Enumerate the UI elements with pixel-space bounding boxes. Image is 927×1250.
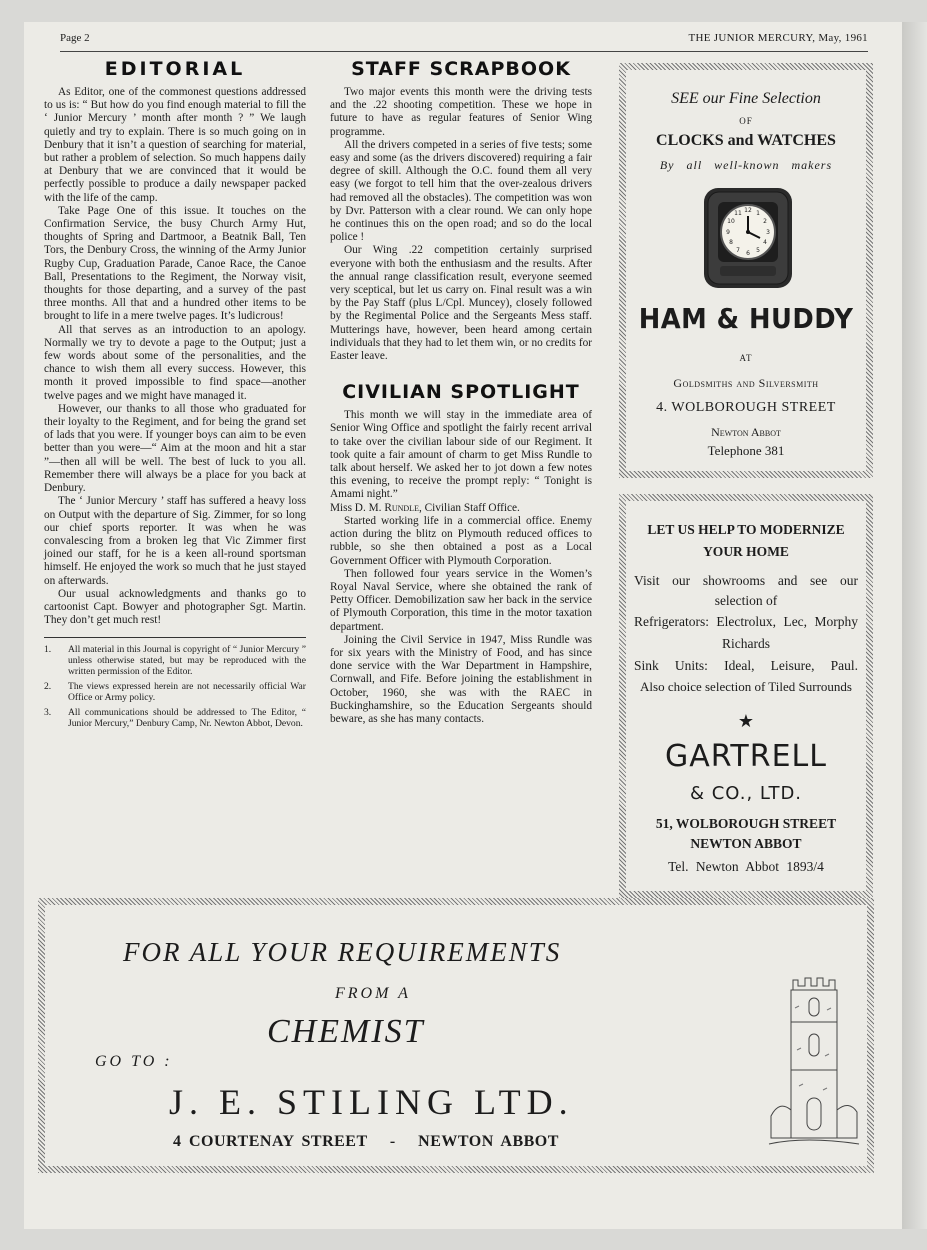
editorial-notes xyxy=(44,644,306,729)
ad-go-to: GO TO : xyxy=(95,1053,173,1070)
byline-suffix: , Civilian Staff Office. xyxy=(418,501,520,514)
ad-makers: By all well-known makers xyxy=(659,158,833,172)
spotlight-paragraph: Started working life in a commercial office. Enemy action during the blitz on Plymouth reduced offices to rubble, so she then obtained a post as a Local Government Officer with Plymouth Corporation. xyxy=(330,514,592,567)
travel-clock-icon xyxy=(702,186,794,290)
ad-trade: Goldsmiths and Silversmith xyxy=(673,376,819,390)
ad-chemist-word: CHEMIST xyxy=(267,1013,425,1050)
page-number: Page 2 xyxy=(60,32,90,44)
ad-tiled-surrounds: Also choice selection of Tiled Surrounds xyxy=(640,679,852,694)
clock-numeral: 5 xyxy=(756,247,760,254)
note-number: 1. xyxy=(44,644,52,656)
clock-numeral: 7 xyxy=(736,247,740,254)
clock-numeral: 10 xyxy=(727,218,735,225)
note-text: All material in this Journal is copyright of “ Junior Mercury ” unless otherwise stated, but may be reproduced with the written permission of the Editor. xyxy=(68,644,306,678)
spotlight-paragraph: Then followed four years service in the Women’s Royal Naval Service, where she obtained the rank of Petty Officer. Demobilization saw her back in the service of Plymouth Corporation, this time in the motor taxation department. xyxy=(330,567,592,633)
clock-numeral: 8 xyxy=(729,239,733,246)
clock-numeral: 3 xyxy=(766,229,770,236)
publication-line: THE JUNIOR MERCURY, May, 1961 xyxy=(688,32,868,44)
ad-firm-name: J. E. STILING LTD. xyxy=(169,1082,574,1122)
editorial-paragraph: As Editor, one of the commonest questions addressed to us is: “ But how do you find enough material to fill the ‘ Junior Mercury ’ month after month ? ” We laugh quietly and try to explain. There is so much going on in Denbury that it isn’t a question of searching for material, but rather a problem of selection. So much happens daily at Denbury that we are convinced that it would be perfectly possible to produce a daily newspaper packed with the life of the camp. xyxy=(44,86,306,204)
scrapbook-paragraph: Our Wing .22 competition certainly surprised everyone with both the enthusiasm and the results. After the annual range classification result, everyone seemed very sceptical, but let us carry on. Final result was a win by the Pay Staff (plus L/Cpl. Muncey), closely followed by the Regimental Police and the Sergeants Mess staff. Mutterings have, however, been heard among certain individuals that they had to let them win, or no credits for Easter leave. xyxy=(330,244,592,363)
spotlight-byline xyxy=(330,502,592,515)
ad-telephone: Tel. Newton Abbot 1893/4 xyxy=(668,859,824,874)
note-text: The views expressed herein are not necessarily official War Office or Army policy. xyxy=(68,681,306,704)
scrapbook-column xyxy=(330,58,592,726)
ad-chemist xyxy=(38,898,874,1173)
ad-ham-huddy xyxy=(619,63,873,478)
ad-see-selection: SEE our Fine Selection xyxy=(671,90,821,107)
ad-company-suffix: & CO., LTD. xyxy=(689,783,803,804)
clock-numeral: 11 xyxy=(734,210,742,217)
spotlight-title: CIVILIAN SPOTLIGHT xyxy=(342,381,580,404)
editorial-paragraph: However, our thanks to all those who graduated for their loyalty to the Regiment, and for being the grand set of lads that you were. If younger boys can aim to be even better than you were—“ Aim at the moon and hit a star ”—then all will be well. The best of luck to you all. Remember there will always be a place for you back at Denbury. xyxy=(44,402,306,495)
ad-clocks-watches: CLOCKS and WATCHES xyxy=(656,132,836,149)
editorial-paragraph: Our usual acknowledgments and thanks go to cartoonist Capt. Bowyer and photographer Sgt. Martin. They don’t get much rest! xyxy=(44,587,306,627)
spotlight-intro: This month we will stay in the immediate area of Senior Wing Office and spotlight the fairly recent arrival to take over the civilian labour side of our Regiment. It took quite a fair amount of charm to get Miss Rundle to talk about herself. We asked her to jot down a few notes this evening, to receive the prompt reply: “ Tonight is Amami night.” xyxy=(330,409,592,501)
editorial-title: EDITORIAL xyxy=(104,58,246,80)
note-number: 2. xyxy=(44,681,52,693)
ad-address: 51, WOLBOROUGH STREET xyxy=(655,816,837,831)
ad-address: 4. WOLBOROUGH STREET xyxy=(656,400,836,415)
clock-numeral: 4 xyxy=(763,239,767,246)
ad-of: OF xyxy=(739,116,753,126)
editorial-paragraph: The ‘ Junior Mercury ’ staff has suffered a heavy loss on Output with the departure of Sig. Zimmer, for so long our chief sports reporter. It was when he was convalescing from a broken leg that Vic Zimmer first joined our staff, for he is a keen all-round sportsman himself. He enjoyed the work so much that he just stayed on afterwards. xyxy=(44,495,306,587)
note-item xyxy=(44,707,306,729)
byline-name: Rundle xyxy=(384,501,419,514)
ad-firm-name: GARTRELL xyxy=(665,739,827,774)
star-icon: ★ xyxy=(737,711,755,731)
ad-at: AT xyxy=(739,353,753,363)
clock-numeral: 1 xyxy=(756,210,760,217)
editorial-column xyxy=(44,58,306,733)
church-tower-icon xyxy=(765,960,861,1150)
ad-firm-name: HAM & HUDDY xyxy=(638,302,854,335)
byline-prefix: Miss D. M. xyxy=(330,501,385,514)
page-edge-shadow xyxy=(902,22,927,1229)
clock-numeral: 2 xyxy=(763,218,767,225)
running-header xyxy=(60,32,868,52)
clock-numeral: 6 xyxy=(746,250,750,257)
ad-headline: LET US HELP TO MODERNIZE YOUR HOME xyxy=(647,522,845,559)
editorial-paragraph: Take Page One of this issue. It touches on the Confirmation Service, the busy Church Army Hut, thoughts of Spring and Dartmoor, a Beatnik Ball, Ten Tors, the Denbury Cross, the winning of the Army Junior Rugby Cup, Graduation Parade, Canoe Race, the Canoe Ball, Presentations to the Regiment, the Norway visit, thoughts for those departing, and a survey of the past three months. All that and a hundred other items to be brought to life in a mere twelve pages. It’s ludicrous! xyxy=(44,204,306,323)
ad-sink-units: Sink Units: Ideal, Leisure, Paul. xyxy=(634,658,858,673)
scrapbook-paragraph: Two major events this month were the driving tests and the .22 shooting competition. These we hope in future to have as regular features of Senior Wing programme. xyxy=(330,86,592,138)
scrapbook-title: STAFF SCRAPBOOK xyxy=(351,58,571,80)
notes-divider xyxy=(44,637,306,638)
note-item xyxy=(44,681,306,703)
note-item xyxy=(44,644,306,677)
note-text: All communications should be addressed to The Editor, “ Junior Mercury,” Denbury Camp, Nr. Newton Abbot, Devon. xyxy=(68,707,306,730)
spotlight-paragraph: Joining the Civil Service in 1947, Miss Rundle was for six years with the Ministry of Food, and has since done service with the War Department in Hampshire, Cornwall, and Fife. Before joining the establishment in October, 1960, she was with the RAEC in Buckinghamshire, so the Education Sergeants should beware, as she has many contacts. xyxy=(330,633,592,725)
ad-address: 4 COURTENAY STREET - NEWTON ABBOT xyxy=(173,1133,559,1150)
note-number: 3. xyxy=(44,707,52,719)
scrapbook-paragraph: All the drivers competed in a series of five tests; some easy and some (as the drivers discovered) requiring a fair degree of skill. Although the O.C. found them all very easy (we forgot to tell him that the over-zealous drivers had removed all the obstacles). The competition was won by Dvr. Patterson with a clear round. We can only hope he continues this on the open road; and so do the local police ! xyxy=(330,138,592,244)
ad-requirements: FOR ALL YOUR REQUIREMENTS xyxy=(123,937,562,967)
ad-town: Newton Abbot xyxy=(711,425,781,439)
ad-gartrell xyxy=(619,494,873,898)
spotlight-section xyxy=(330,381,592,726)
ad-visit: Visit our showrooms and see our selection of xyxy=(634,573,858,608)
clock-numeral: 12 xyxy=(744,207,752,214)
ad-refrigerators: Refrigerators: Electrolux, Lec, Morphy Richards xyxy=(634,614,858,651)
editorial-paragraph: All that serves as an introduction to an apology. Normally we try to devote a page to the Output; just a few words about some of the personalities, and the chance to wish them all every success. However, this month it proved impossible to find space—another twelve pages and we might have managed it. xyxy=(44,323,306,402)
ad-town: NEWTON ABBOT xyxy=(690,836,802,851)
clock-numeral: 9 xyxy=(726,229,730,236)
ad-telephone: Telephone 381 xyxy=(707,443,785,458)
ad-from: FROM A xyxy=(335,985,411,1002)
